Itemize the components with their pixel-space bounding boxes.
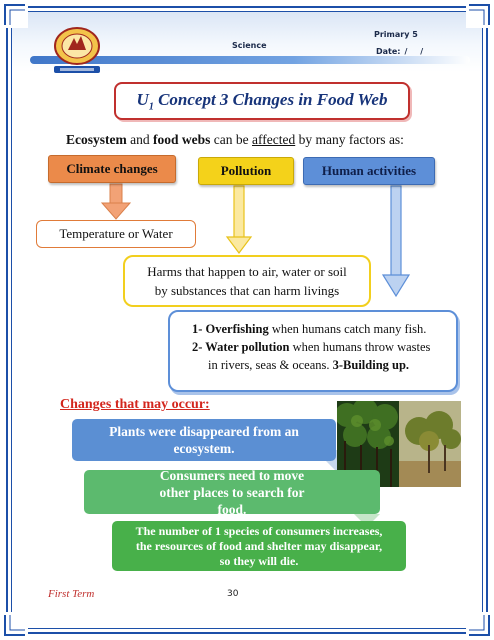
human-detail-box xyxy=(168,310,458,392)
date-label: Date: xyxy=(376,47,401,56)
factor-climate-changes: Climate changes xyxy=(48,155,176,183)
date-placeholder: / / xyxy=(404,47,424,56)
intro-and: and xyxy=(126,132,153,147)
pollution-down-arrow-icon xyxy=(227,186,251,253)
human-item-water-pollution-cont xyxy=(192,356,456,374)
intro-tail: by many factors as: xyxy=(295,132,404,147)
changes-heading: Changes that may occur: xyxy=(60,397,210,412)
title-subscript: 1 xyxy=(148,101,154,113)
change-step-3: The number of 1 species of consumers increases, the resources of food and shelter may disappear, so they will die. xyxy=(112,521,406,571)
footer-term: First Term xyxy=(48,588,95,600)
grade-label: Primary 5 xyxy=(374,30,418,39)
change-step-1: Plants were disappeared from an ecosystem. xyxy=(72,419,336,461)
water-pollution-cont: in rivers, seas & oceans. xyxy=(208,358,333,372)
title-main: Concept 3 Changes in Food Web xyxy=(153,89,388,109)
change-step-2: Consumers need to move other places to search for food. xyxy=(84,470,380,514)
factor-human-activities: Human activities xyxy=(303,157,435,185)
human-item-water-pollution xyxy=(192,338,456,356)
factor-pollution: Pollution xyxy=(198,157,294,185)
intro-can-be: can be xyxy=(210,132,252,147)
human-down-arrow-icon xyxy=(383,186,409,296)
pollution-detail-line1: Harms that happen to air, water or soil xyxy=(147,264,347,279)
overfishing-label: 1- Overfishing xyxy=(192,322,269,336)
water-pollution-label: 2- Water pollution xyxy=(192,340,290,354)
water-pollution-text: when humans throw wastes xyxy=(289,340,431,354)
intro-affected: affected xyxy=(252,132,296,147)
title-prefix: U xyxy=(136,89,149,109)
building-up-label: 3-Building up. xyxy=(332,358,410,372)
intro-ecosystem: Ecosystem xyxy=(66,132,127,147)
intro-food-webs: food webs xyxy=(153,132,211,147)
subject-label: Science xyxy=(232,41,267,50)
pollution-detail-box xyxy=(123,255,371,307)
page-number: 30 xyxy=(227,589,239,599)
climate-detail-box: Temperature or Water xyxy=(36,220,196,248)
climate-down-arrow-icon xyxy=(102,184,130,219)
overfishing-text: when humans catch many fish. xyxy=(268,322,427,336)
human-item-overfishing xyxy=(192,320,456,338)
pollution-detail-line2: by substances that can harm livings xyxy=(154,283,340,298)
